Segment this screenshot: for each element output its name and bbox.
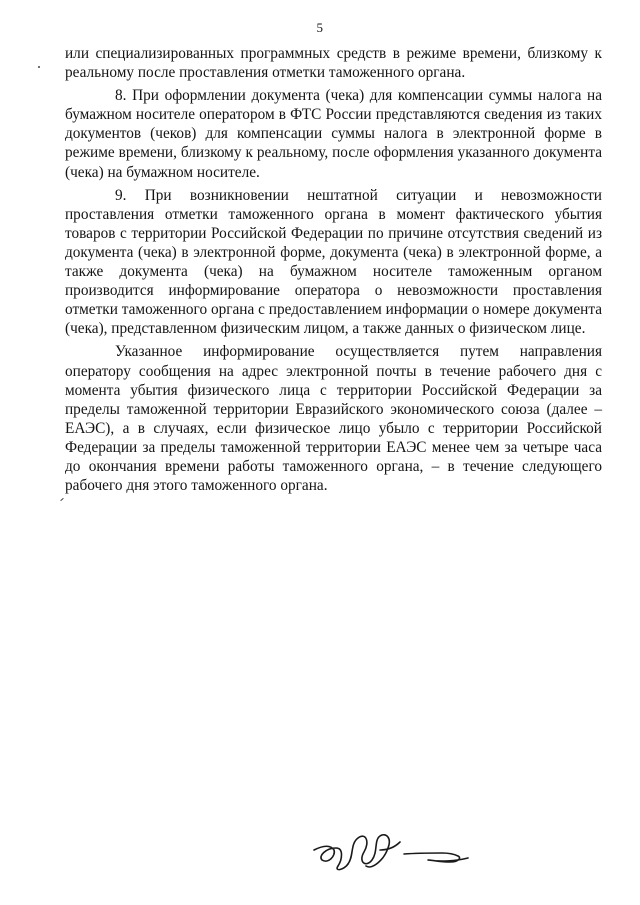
scan-speck [60,498,64,501]
page-number: 5 [316,20,324,35]
paragraph-item-8: 8. При оформлении документа (чека) для компенсации суммы налога на бумажном носителе оператором в ФТС России представляются сведения из таких документов (чеков) для компенсации суммы налога в электронной форме в режиме времени, близкому к реальному, после оформления указанного документа (чека) на бумажном носителе. [65,87,602,181]
document-body [65,44,602,495]
paragraph-continuation: или специализированных программных средств в режиме времени, близкому к реальному после проставления отметки таможенного органа. [65,45,602,82]
paragraph-item-9: 9. При возникновении нештатной ситуации и невозможности проставления отметки таможенного органа в момент фактического убытия товаров с территории Российской Федерации по причине отсутствия сведений из документа (чека) в электронной форме, документа (чека) в электронной форме, а также документа (чека) на бумажном носителе таможенным органом производится информирование оператора о невозможности проставления отметки таможенного органа с предоставлением информации о номере документа (чека), представленном физическим лицом, а также данных о физическом лице. [65,186,602,338]
paragraph-notification: Указанное информирование осуществляется путем направления оператору сообщения на адрес электронной почты в течение рабочего дня с момента убытия физического лица с территории Российской Федерации за пределы таможенной территории Евразийского экономического союза (далее – ЕАЭС), а в случаях, если физическое лицо убыло с территории Российской Федерации за пределы таможенной территории ЕАЭС менее чем за четыре часа до окончания времени работы таможенного органа, – в течение следующего рабочего дня этого таможенного органа. [65,343,602,495]
handwritten-signature-icon [308,820,478,882]
scan-speck [38,66,40,68]
